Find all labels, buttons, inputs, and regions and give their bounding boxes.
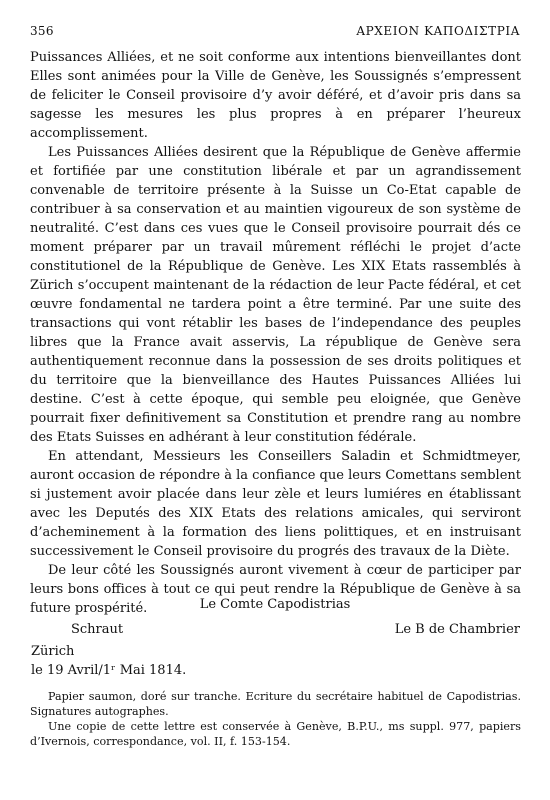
editorial-notes <box>30 689 521 749</box>
signature-chambrier: Le B de Chambrier <box>394 622 520 637</box>
letter-body <box>30 48 521 618</box>
page-number: 356 <box>30 24 54 38</box>
paragraph: De leur côté les Soussignés auront vivement à cœur de participer par leurs bons offices à tout ce qui peut rendre la République de Genève à sa future prospérité. <box>30 563 521 616</box>
running-title: ΑΡΧΕΙΟΝ ΚΑΠΟΔΙΣΤΡΙΑ <box>356 24 520 38</box>
signature-capodistrias: Le Comte Capodistrias <box>199 597 351 612</box>
paragraph: Les Puissances Alliées desirent que la République de Genève affermie et fortifiée par une constitution libérale et par un agrandissement convenable de territoire présente à la Suisse un Co-Etat capable de contribuer à sa conservation et au maintien vigoureux de son système de neutralité. C’est dans ces vues que le Conseil provisoire pourrait dés ce moment préparer par un travail mûrement réfléchi le projet d’acte constitutionel de la République de Genève. Les XIX Etats rassemblés à Zürich s’occupent maintenant de la rédaction de leur Pacte fédéral, et cet œuvre fondamental ne tardera point a être terminé. Par une suite des transactions qui vont rétablir les bases de l’independance des peuples libres que la France avait asservis, La république de Genève sera authentiquement reconnue dans la possession de ses droits politiques et du territoire que la bienveillance des Hautes Puissances Alliées lui destine. C’est à cette époque, qui semble peu eloignée, que Genève pourrait fixer definitivement sa Constitution et prendre rang au nombre des Etats Suisses en adhérant à leur constitution fédérale. <box>30 145 521 445</box>
page-header <box>30 22 520 40</box>
signature-schraut: Schraut <box>71 622 124 637</box>
date-line: le 19 Avril/1ʳ Mai 1814. <box>31 663 187 678</box>
paragraph: En attendant, Messieurs les Conseillers Saladin et Schmidtmeyer, auront occasion de répondre à la confiance que leurs Comettans semblent si justement avoir placée dans leur zèle et leurs lumiéres en établissant avec les Deputés des XIX Etats des relations amicales, qui serviront d’acheminement à la formation des liens polittiques, et en instruisant successivement le Conseil provisoire du progrés des travaux de la Diète. <box>30 449 521 559</box>
note-paper: Papier saumon, doré sur tranche. Ecriture du secrétaire habituel de Capodistrias. Signatures autographes. <box>30 690 521 718</box>
note-copy: Une copie de cette lettre est conservée à Genève, B.P.U., ms suppl. 977, papiers d’Ivernois, correspondance, vol. II, f. 153-154. <box>30 720 521 748</box>
place-line: Zürich <box>31 644 75 659</box>
paragraph-continuation: Puissances Alliées, et ne soit conforme aux intentions bienveillantes dont Elles sont animées pour la Ville de Genève, les Soussignés s’empressent de feliciter le Conseil provisoire d’y avoir déféré, et d’avoir pris dans sa sagesse les mesures les plus propres à en préparer l’heureux accomplissement. <box>30 50 521 141</box>
